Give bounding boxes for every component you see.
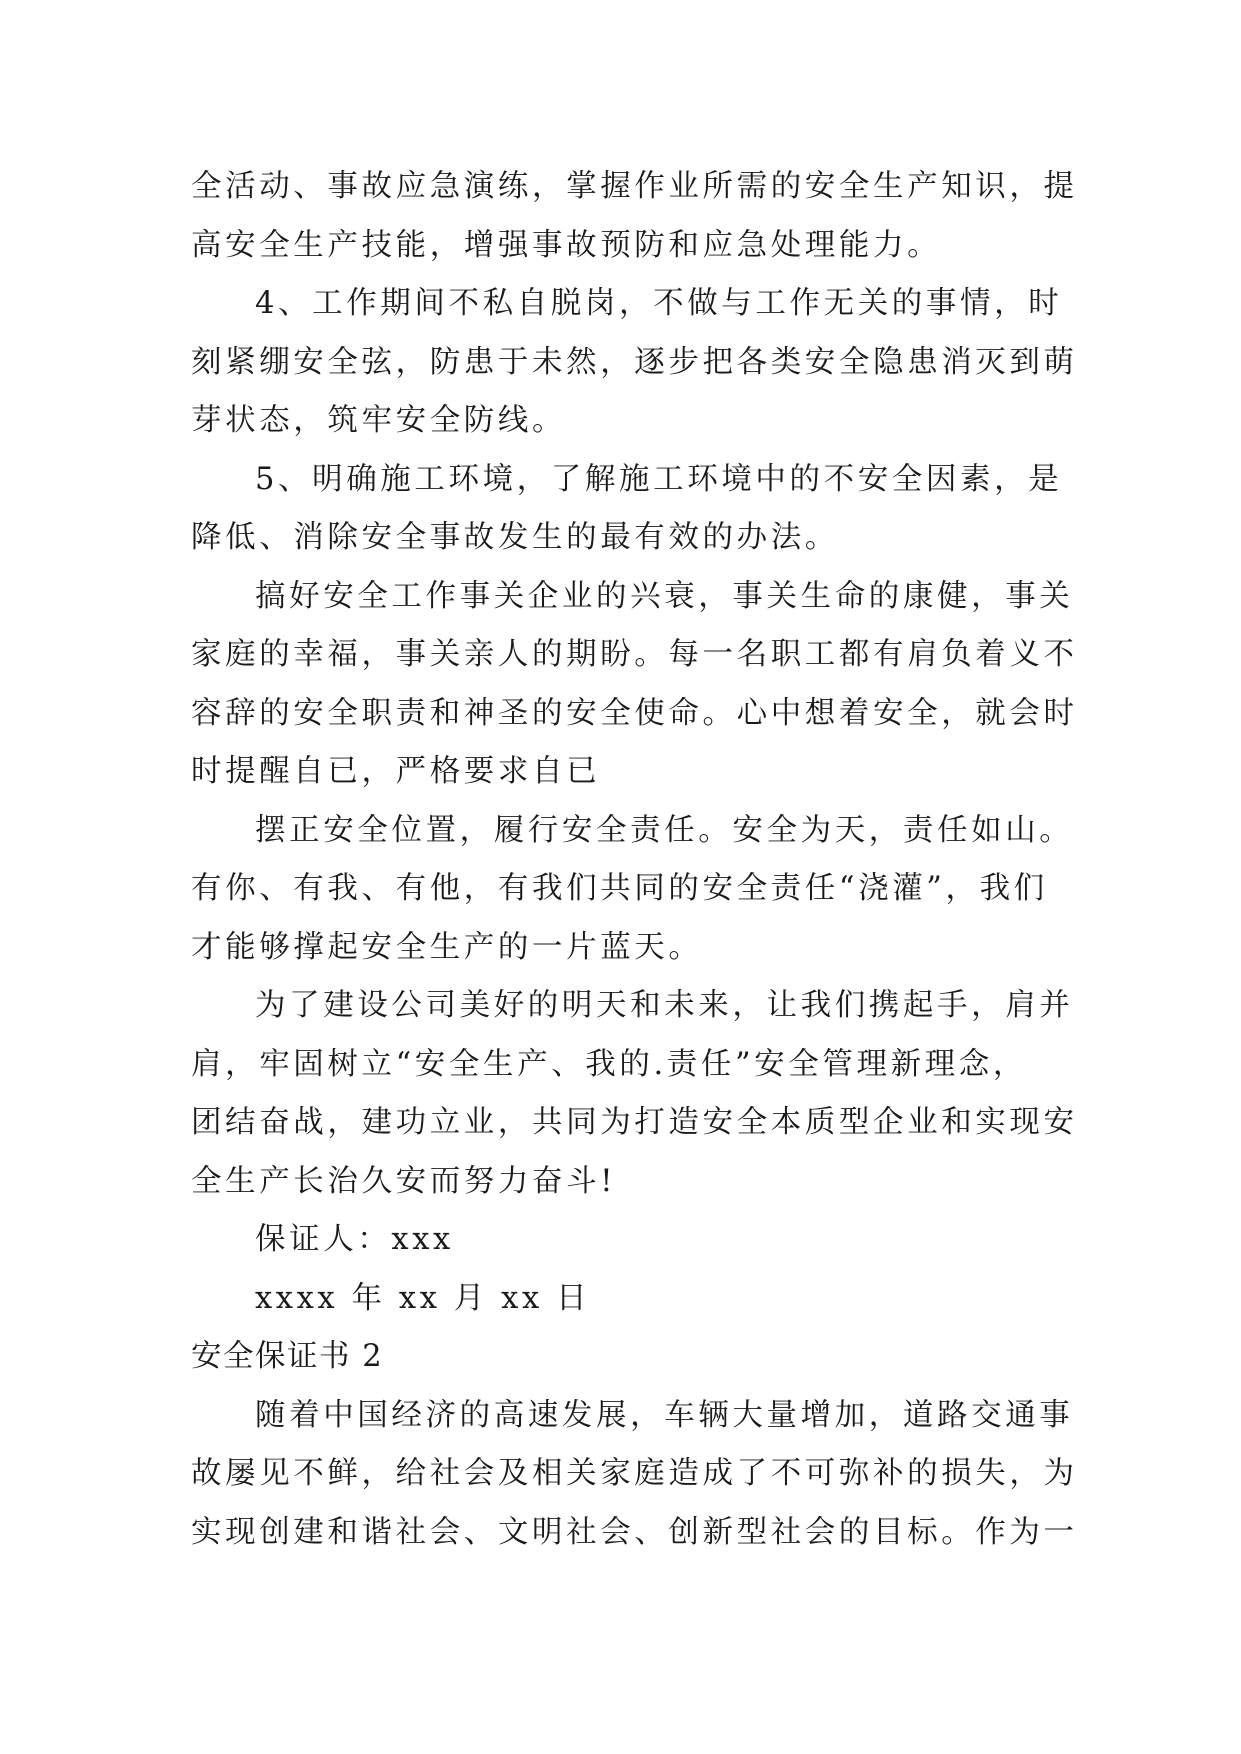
text-line: 随着中国经济的高速发展，车辆大量增加，道路交通事 [255,1397,1074,1433]
paragraph-responsibility [191,802,1074,978]
text-line: 团结奋战，建功立业，共同为打造安全本质型企业和实现安 [191,1105,1078,1140]
text-line: 为了建设公司美好的明天和未来，让我们携起手，肩并 [255,988,1074,1023]
paragraph-training-continued [191,158,1078,275]
text-line: 搞好安全工作事关企业的兴衰，事关生命的康健，事关 [255,578,1074,614]
text-line: 全生产长治久安而努力奋斗! [191,1163,617,1199]
text-line: 才能够撑起安全生产的一片蓝天。 [191,929,703,965]
text-line: 肩，牢固树立“安全生产、我的.责任”安全管理新理念， [191,1046,1027,1082]
guarantor-line [191,1211,1051,1270]
section-title-2 [191,1328,1051,1387]
text-line: 保证人：xxx [255,1222,454,1257]
date-line [191,1270,1051,1329]
paragraph-item-4 [191,275,1078,451]
text-line: 家庭的幸福，事关亲人的期盼。每一名职工都有肩负着义不 [191,637,1078,672]
text-line: 芽状态，筑牢安全防线。 [191,403,567,438]
text-line: 降低、消除安全事故发生的最有效的办法。 [191,520,839,555]
text-line: 容辞的安全职责和神圣的安全使命。心中想着安全，就会时 [191,695,1078,731]
document-body [191,158,1078,1562]
text-line: 刻紧绷安全弦，防患于未然，逐步把各类安全隐患消灭到萌 [191,344,1078,380]
text-line: 实现创建和谐社会、文明社会、创新型社会的目标。作为一 [191,1514,1078,1550]
paragraph-safety-importance [191,568,1078,802]
paragraph-item-5 [191,451,1063,568]
paragraph-traffic-intro [191,1387,1078,1563]
text-line: 摆正安全位置，履行安全责任。安全为天，责任如山。 [255,812,1074,848]
text-line: 故屡见不鲜，给社会及相关家庭造成了不可弥补的损失，为 [191,1456,1078,1491]
text-line: 有你、有我、有他，有我们共同的安全责任“浇灌”，我们 [191,871,1048,906]
text-line: 4、工作期间不私自脱岗，不做与工作无关的事情，时 [255,286,1063,321]
text-line: 高安全生产技能，增强事故预防和应急处理能力。 [191,227,942,263]
text-line: 5、明确施工环境，了解施工环境中的不安全因素，是 [255,461,1063,497]
text-line: 安全保证书 2 [191,1339,384,1374]
text-line: 时提醒自已，严格要求自已 [191,754,601,789]
paragraph-closing-call [191,977,1078,1211]
text-line: 全活动、事故应急演练，掌握作业所需的安全生产知识，提 [191,169,1078,204]
text-line: xxxx 年 xx 月 xx 日 [255,1280,591,1316]
